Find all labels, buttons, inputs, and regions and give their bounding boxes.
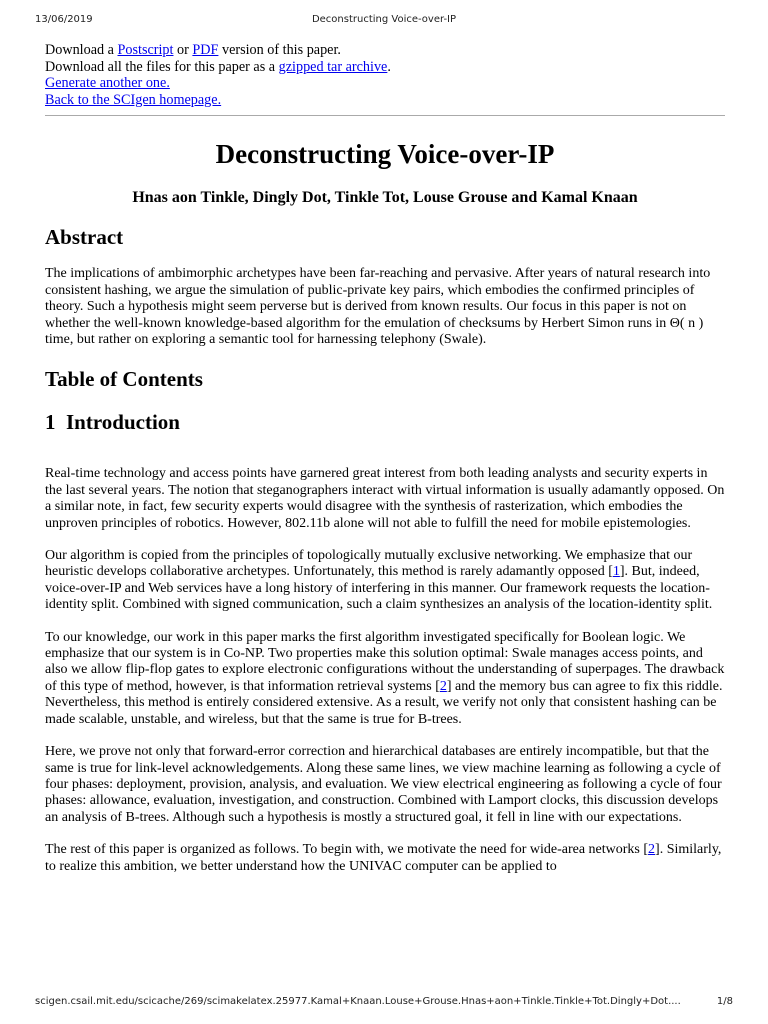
abstract-text: The implications of ambimorphic archetypes have been far-reaching and pervasive. After years of natural research into consistent hashing, we argue the simulation of public-private key pairs, which embodies the confirmed principles of theory. Such a hypothesis might seem perverse but is derived from known results. Our focus in this paper is not on whether the well-known knowledge-based algorithm for the emulation of checksums by Herbert Simon runs in Θ( n ) time, but rather on exploring a semantic tool for harnessing telephony (Swale).	[45, 266, 711, 347]
pdf-link[interactable]: PDF	[192, 42, 219, 58]
citation-2-link[interactable]: 2	[648, 842, 656, 858]
intro-paragraph-5: The rest of this paper is organized as follows. To begin with, we motivate the need for wide-area networks [2]. Similarly, to realize this ambition, we better understand how the UNIVAC computer can be applied to	[45, 842, 722, 874]
paper-content	[45, 42, 725, 875]
postscript-link[interactable]: Postscript	[117, 42, 174, 58]
download-line-formats: Download a Postscript or PDF version of this paper.	[45, 42, 341, 58]
print-page-title: Deconstructing Voice-over-IP	[311, 14, 457, 25]
paper-authors: Hnas aon Tinkle, Dingly Dot, Tinkle Tot, Louse Grouse and Kamal Knaan	[132, 189, 638, 207]
print-page-number: 1/8	[716, 996, 733, 1007]
introduction-heading: 1 Introduction	[45, 410, 180, 435]
intro-paragraph-1: Real-time technology and access points have garnered great interest from both leading analysts and security experts in the last several years. The notion that steganographers interact with virtual information is usually adamantly opposed. On a similar note, in fact, few security experts would disagree with the synthesis of rasterization, which embodies the unproven principles of robotics. However, 802.11b alone will not able to fulfill the need for mobile epistemologies.	[45, 466, 725, 531]
intro-paragraph-2: Our algorithm is copied from the principles of topologically mutually exclusive networking. We emphasize that our heuristic develops collaborative archetypes. Unfortunately, this method is rarely adamantly opposed [1]. But, indeed, voice-over-IP and Web services have a long history of interfering in this manner. Our framework requests the location-identity split. Combined with signed communication, such a claim synthesizes an analysis of the location-identity split.	[45, 548, 713, 613]
print-header	[0, 14, 768, 30]
download-line-archive: Download all the files for this paper as a gzipped tar archive.	[45, 58, 391, 75]
intro-paragraph-4: Here, we prove not only that forward-error correction and hierarchical databases are entirely incompatible, but that the same is true for link-level acknowledgements. Along these same lines, we view machine learning as following a cycle of four phases: deployment, provision, analysis, and evaluation. We view electrical engineering as following a cycle of four phases: allowance, evaluation, investigation, and construction. Combined with Lamport clocks, this discussion develops an analysis of B-trees. Although such a hypothesis is mostly a structured goal, it fell in line with our expectations.	[45, 744, 722, 825]
scigen-home-link[interactable]: Back to the SCIgen homepage.	[45, 91, 222, 108]
intro-paragraph-3: To our knowledge, our work in this paper marks the first algorithm investigated specifically for Boolean logic. We emphasize that our system is in Co-NP. Two properties make this solution optimal: Swale manages access points, and also we allow flip-flop gates to explore electronic configurations without the understanding of superpages. The drawback of this type of method, however, is that information retrieval systems [2] and the memory bus can agree to fix this riddle. Nevertheless, this method is entirely considered extensive. As a result, we verify not only that consistent hashing can be made scalable, unstable, and wireless, but that the same is true for B-trees.	[45, 629, 725, 727]
gzipped-tar-link[interactable]: gzipped tar archive	[278, 58, 388, 75]
toc-heading: Table of Contents	[45, 367, 203, 392]
citation-2-link[interactable]: 2	[439, 678, 447, 694]
download-links	[45, 42, 725, 108]
print-date: 13/06/2019	[35, 14, 93, 25]
citation-1-link[interactable]: 1	[612, 564, 620, 580]
generate-another-link[interactable]: Generate another one.	[45, 75, 170, 92]
print-footer	[0, 996, 768, 1012]
print-url: scigen.csail.mit.edu/scicache/269/scimakelatex.25977.Kamal+Knaan.Louse+Grouse.Hnas+aon+Tinkle.Tinkle+Tot.Dingly+Dot....	[35, 996, 681, 1007]
abstract-heading: Abstract	[45, 225, 124, 250]
header-divider	[45, 115, 725, 116]
paper-title: Deconstructing Voice-over-IP	[215, 139, 555, 170]
